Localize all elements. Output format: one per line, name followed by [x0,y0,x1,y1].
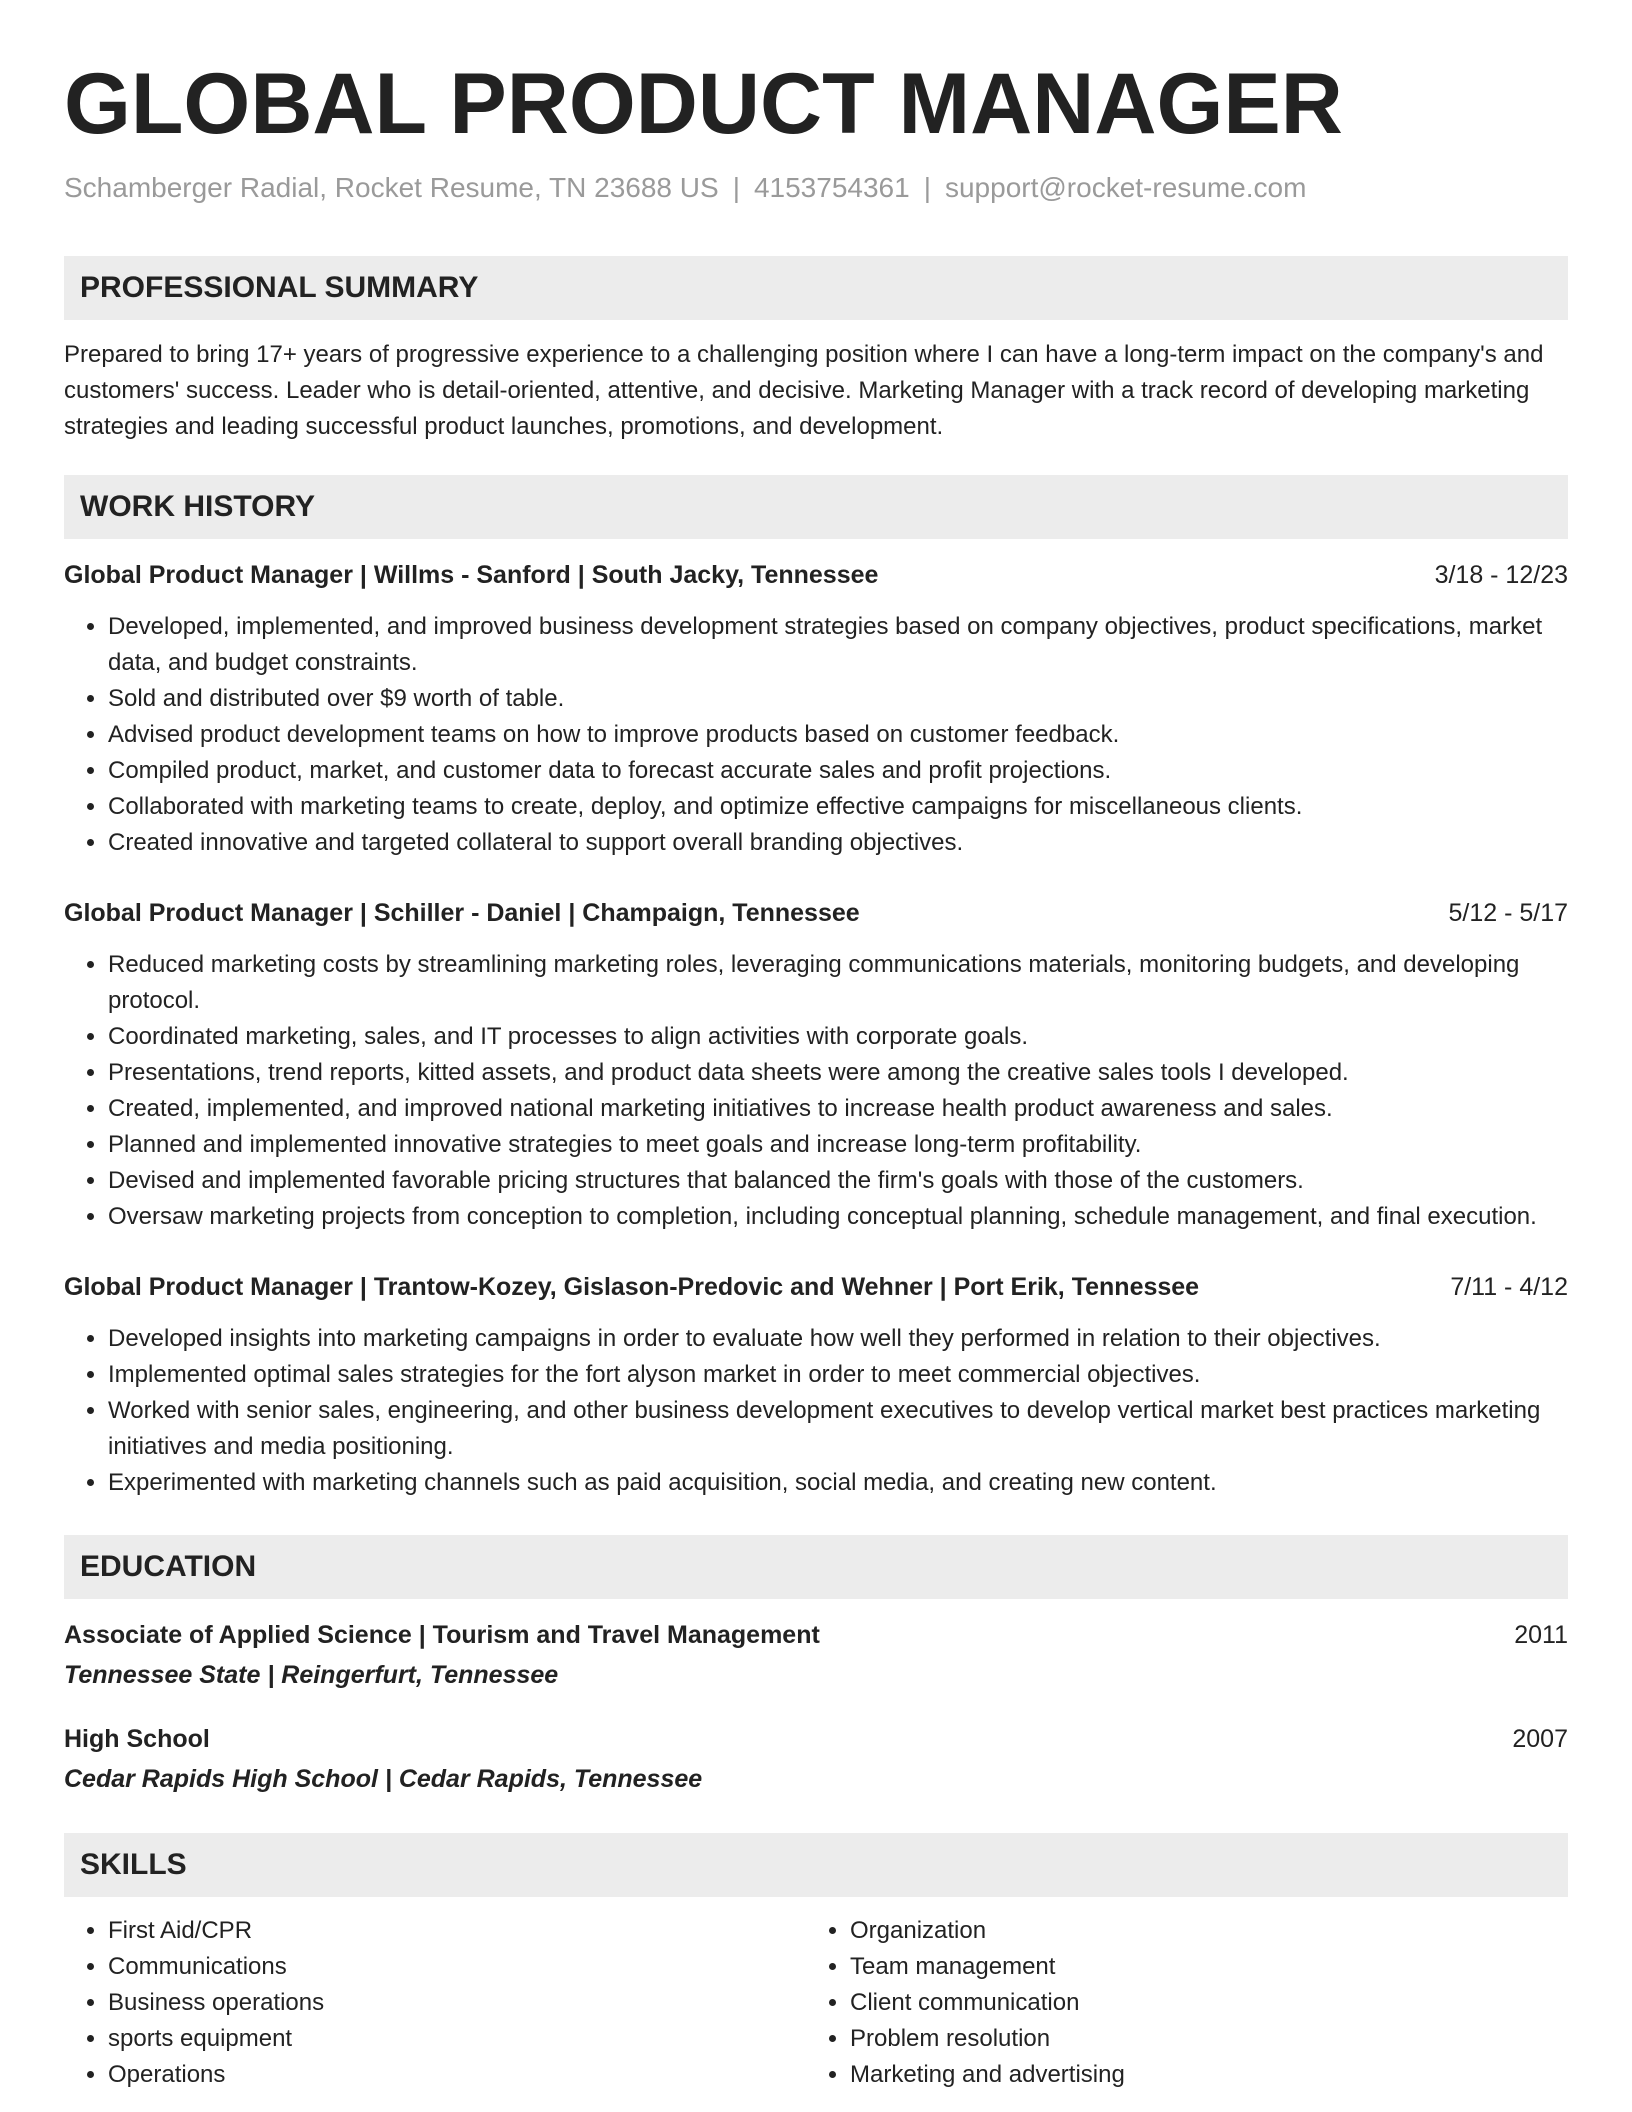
contact-separator: | [732,172,740,203]
skill-item: • sports equipment [108,2021,806,2057]
education-header [64,1617,1568,1653]
job-header [64,895,1568,931]
job-bullet: • Oversaw marketing projects from conception to completion, including conceptual planning, schedule management, and final execution. [108,1199,1568,1235]
skill-item: • Operations [108,2057,806,2093]
job-bullet: • Advised product development teams on how to improve products based on customer feedback. [108,717,1568,753]
summary-heading: PROFESSIONAL SUMMARY [64,256,1568,320]
job-dates: 5/12 - 5/17 [1448,899,1568,927]
skills-columns [64,1913,1568,2093]
job-entry [64,557,1568,861]
education-degree: High School [64,1725,210,1753]
job-header [64,557,1568,593]
job-bullet: • Sold and distributed over $9 worth of table. [108,681,1568,717]
contact-address: Schamberger Radial, Rocket Resume, TN 23688 US [64,172,719,203]
job-bullet: • Devised and implemented favorable pricing structures that balanced the firm's goals with those of the customers. [108,1163,1568,1199]
job-bullets [64,609,1568,861]
skill-item: • Team management [850,1949,1548,1985]
education-heading: EDUCATION [64,1535,1568,1599]
education-school: Cedar Rapids High School | Cedar Rapids, Tennessee [64,1765,703,1793]
job-bullets [64,947,1568,1235]
skill-item: • Client communication [850,1985,1548,2021]
job-bullet: • Planned and implemented innovative strategies to meet goals and increase long-term profitability. [108,1127,1568,1163]
education-year: 2007 [1512,1725,1568,1753]
job-bullet: • Coordinated marketing, sales, and IT processes to align activities with corporate goals. [108,1019,1568,1055]
skills-right-column [806,1913,1548,2093]
job-bullet: • Developed, implemented, and improved business development strategies based on company objectives, product specifications, market data, and budget constraints. [108,609,1568,681]
contact-separator: | [923,172,931,203]
job-bullet: • Developed insights into marketing campaigns in order to evaluate how well they performed in relation to their objectives. [108,1321,1568,1357]
job-bullet: • Created, implemented, and improved national marketing initiatives to increase health product awareness and sales. [108,1091,1568,1127]
education-header [64,1721,1568,1757]
job-bullet: • Presentations, trend reports, kitted assets, and product data sheets were among the creative sales tools I developed. [108,1055,1568,1091]
skills-heading: SKILLS [64,1833,1568,1897]
education-degree: Associate of Applied Science | Tourism and Travel Management [64,1621,820,1649]
skill-item: • Communications [108,1949,806,1985]
job-dates: 7/11 - 4/12 [1450,1273,1568,1301]
candidate-name: GLOBAL PRODUCT MANAGER [64,56,1343,152]
job-bullet: • Reduced marketing costs by streamlining marketing roles, leveraging communications materials, monitoring budgets, and developing protocol. [108,947,1568,1019]
skill-item: • Marketing and advertising [850,2057,1548,2093]
skills-left-column [64,1913,806,2093]
job-bullet: • Implemented optimal sales strategies for the fort alyson market in order to meet commercial objectives. [108,1357,1568,1393]
work-history-heading: WORK HISTORY [64,475,1568,539]
job-bullet: • Collaborated with marketing teams to create, deploy, and optimize effective campaigns for miscellaneous clients. [108,789,1568,825]
job-header [64,1269,1568,1305]
job-bullet: • Compiled product, market, and customer data to forecast accurate sales and profit projections. [108,753,1568,789]
skill-item: • Business operations [108,1985,806,2021]
skill-item: • Organization [850,1913,1548,1949]
contact-phone: 4153754361 [753,172,910,203]
job-entry [64,1269,1568,1501]
education-school: Tennessee State | Reingerfurt, Tennessee [64,1661,559,1689]
summary-text: Prepared to bring 17+ years of progressive experience to a challenging position where I can have a long-term impact on the company's and customers' success. Leader who is detail-oriented, attentive, and decisive. Marketing Manager with a track record of developing marketing strategies and leading successful product launches, promotions, and development. [64,341,1544,440]
job-title: Global Product Manager | Trantow-Kozey, Gislason-Predovic and Wehner | Port Erik, Tennessee [64,1273,1200,1301]
education-year: 2011 [1514,1621,1568,1649]
job-entry [64,895,1568,1235]
contact-line [64,170,1568,206]
skill-item: • First Aid/CPR [108,1913,806,1949]
skill-item: • Problem resolution [850,2021,1548,2057]
contact-email: support@rocket-resume.com [944,172,1307,203]
education-entry [64,1617,1568,1693]
job-bullet: • Created innovative and targeted collateral to support overall branding objectives. [108,825,1568,861]
job-bullet: • Experimented with marketing channels such as paid acquisition, social media, and creating new content. [108,1465,1568,1501]
job-bullet: • Worked with senior sales, engineering, and other business development executives to develop vertical market best practices marketing initiatives and media positioning. [108,1393,1568,1465]
job-title: Global Product Manager | Willms - Sanford | South Jacky, Tennessee [64,561,879,589]
job-bullets [64,1321,1568,1501]
job-dates: 3/18 - 12/23 [1434,561,1568,589]
job-title: Global Product Manager | Schiller - Daniel | Champaign, Tennessee [64,899,860,927]
education-entry [64,1721,1568,1797]
